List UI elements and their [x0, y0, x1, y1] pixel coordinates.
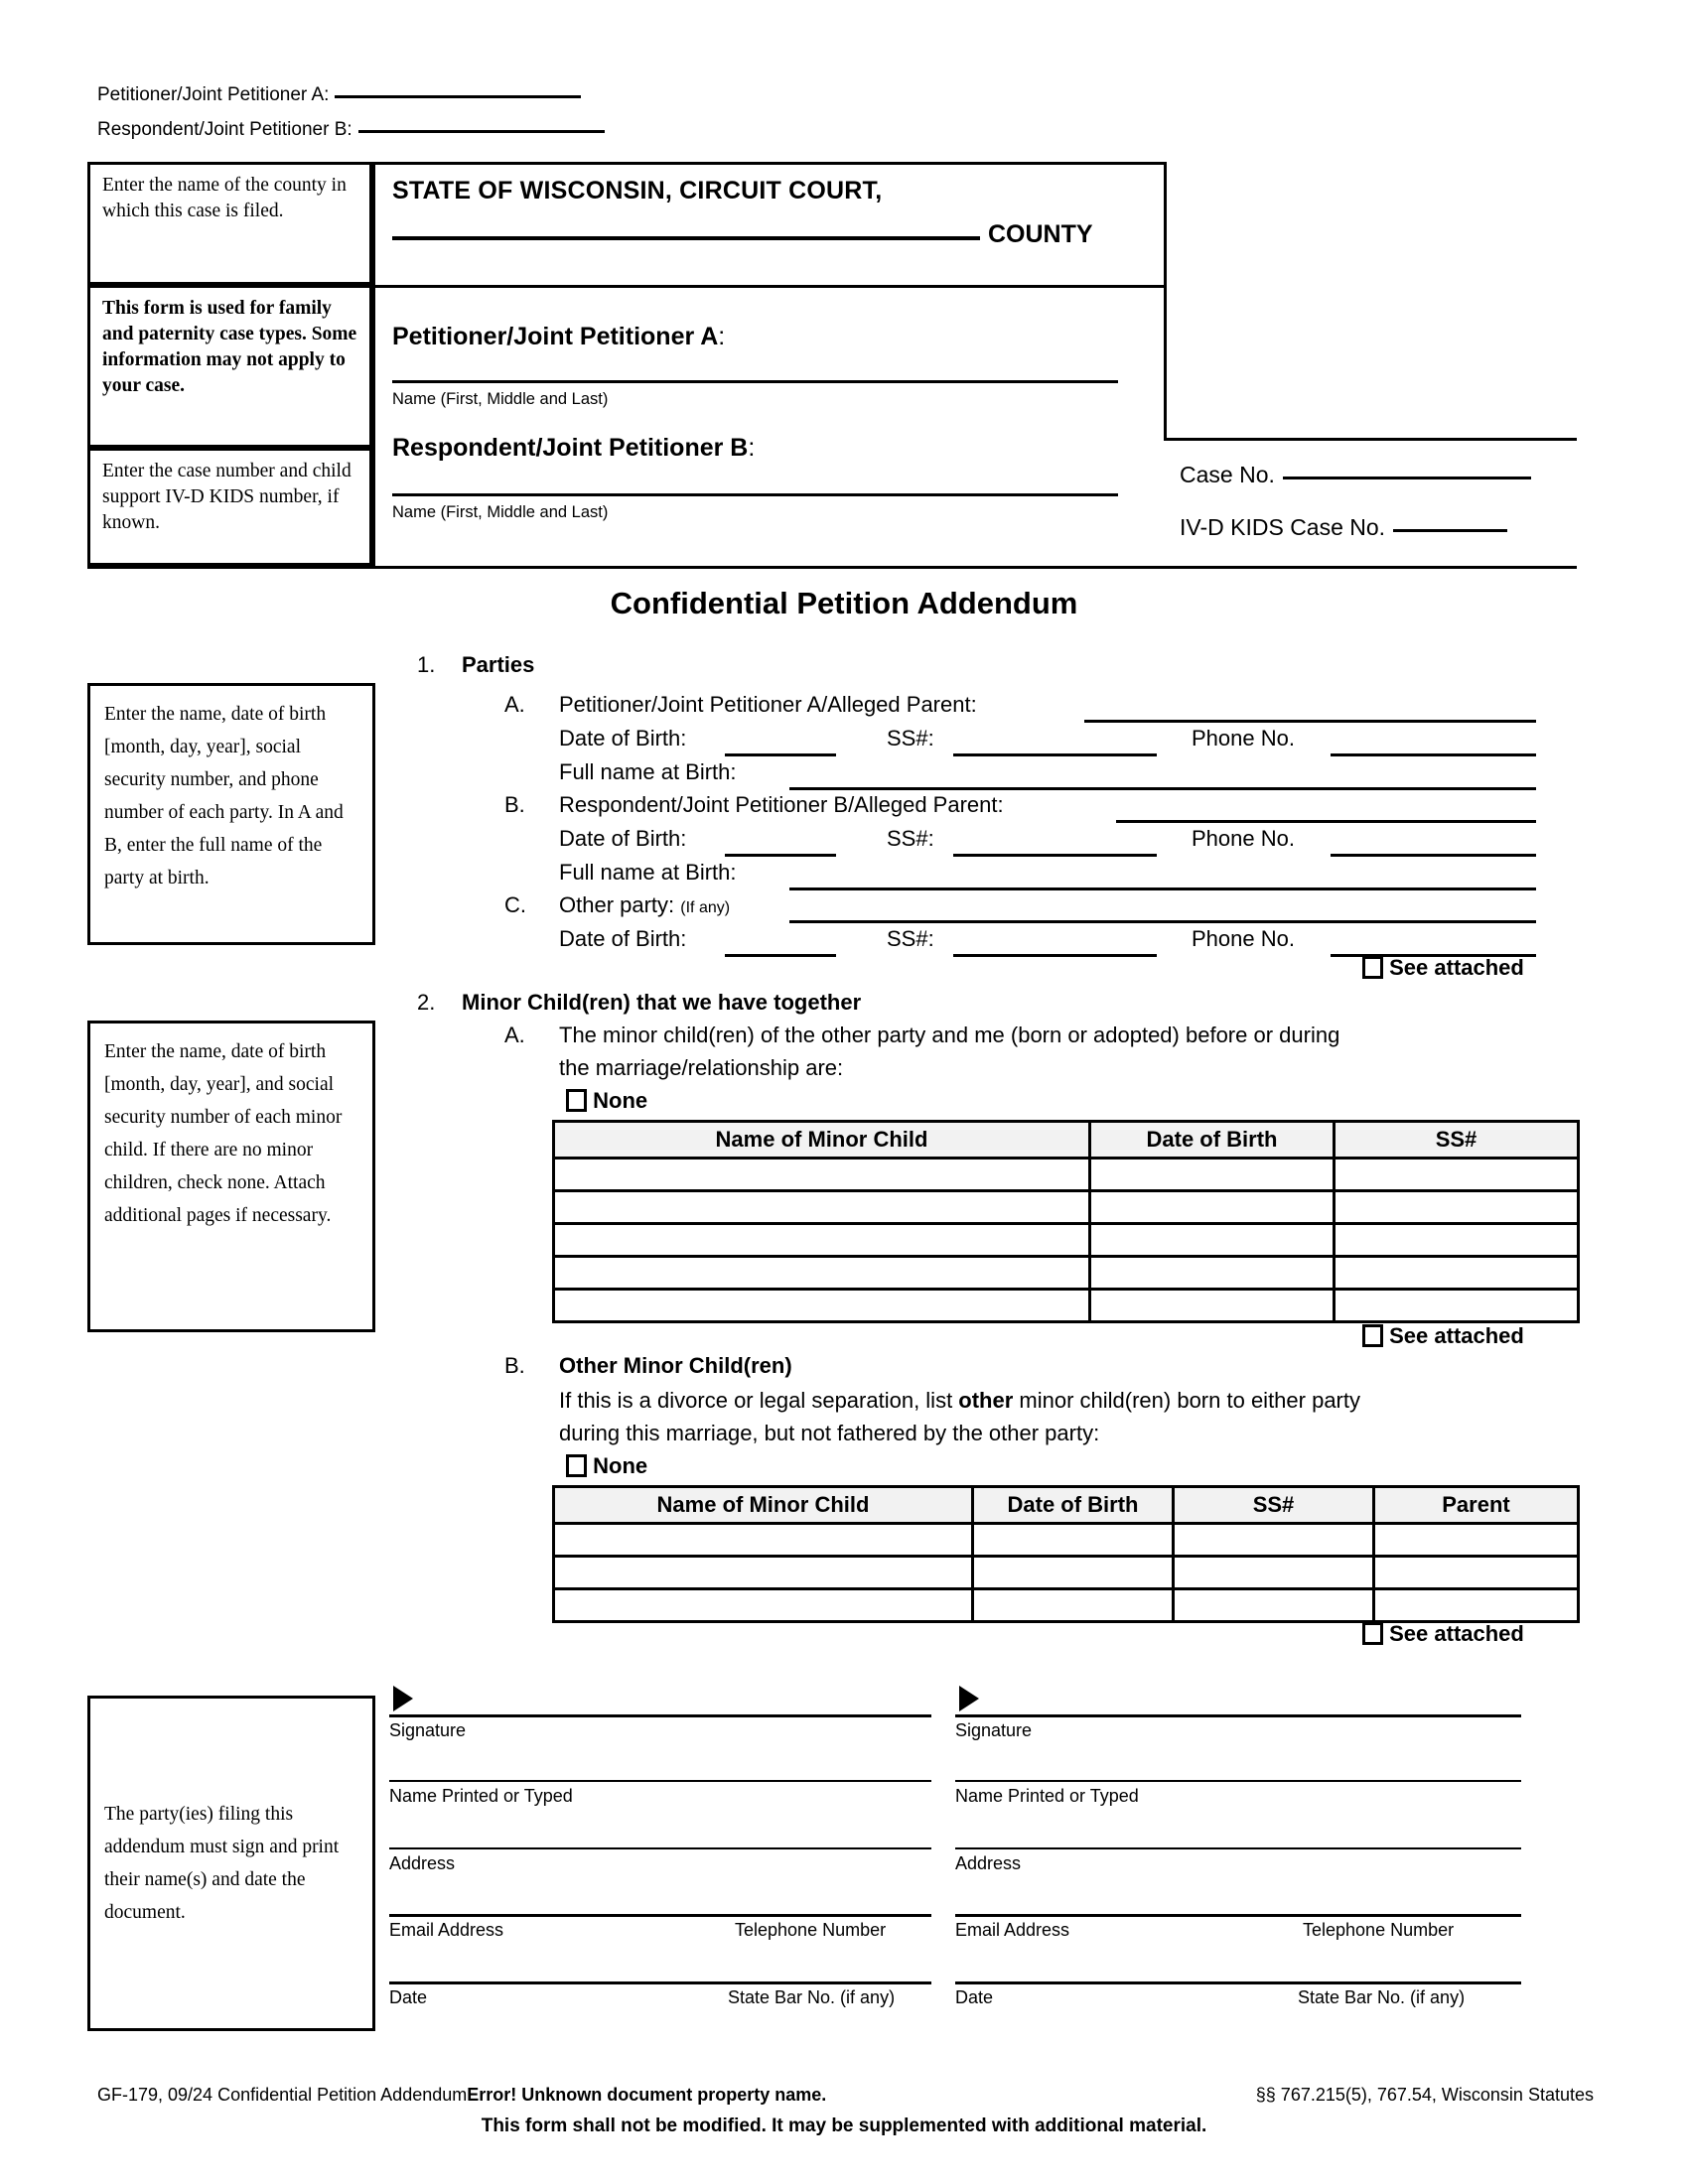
footer-error-text: Error! Unknown document property name. [467, 2085, 827, 2105]
signature-label-left: Signature [389, 1720, 467, 1740]
table-b-cell-dob[interactable] [973, 1557, 1174, 1589]
section1-b-name-blank[interactable] [1116, 820, 1536, 823]
section1-a-fullname-label: Full name at Birth: [559, 759, 737, 784]
signature-pointer-icon-left [393, 1686, 413, 1711]
table-b-col-name: Name of Minor Child [554, 1487, 973, 1524]
section2-heading: Minor Child(ren) that we have together [462, 990, 862, 1015]
ivd-case-no-label: IV-D KIDS Case No. [1180, 514, 1386, 540]
table-row [554, 1524, 1579, 1557]
table-a-header-row [554, 1122, 1579, 1159]
top-respondent-label: Respondent/Joint Petitioner B: [97, 119, 352, 140]
caption-mid-rule [372, 285, 1167, 288]
table-a-col-name: Name of Minor Child [554, 1122, 1090, 1159]
section1-b-letter: B. [504, 792, 525, 817]
section1-b-fullname-blank[interactable] [789, 887, 1536, 890]
footer-left [97, 2085, 826, 2106]
section1-a-letter: A. [504, 692, 525, 717]
table-b-cell-parent[interactable] [1374, 1557, 1579, 1589]
ivd-case-no-blank[interactable] [1393, 529, 1507, 532]
table-b-header-row [554, 1487, 1579, 1524]
section1-see-attached[interactable] [1362, 955, 1524, 981]
table-row [554, 1290, 1579, 1322]
section1-a-name-blank[interactable] [1084, 720, 1536, 723]
section2-b-none[interactable] [566, 1453, 647, 1479]
section1-c-letter: C. [504, 892, 526, 917]
email-label-right: Email Address [955, 1920, 1070, 1940]
case-no-row [1180, 462, 1531, 488]
section1-number: 1. [417, 652, 436, 677]
name-printed-label-left: Name Printed or Typed [389, 1786, 573, 1806]
section1-b-fullname-label: Full name at Birth: [559, 860, 737, 885]
table-b-cell-ss[interactable] [1174, 1589, 1374, 1622]
table-b-cell-name[interactable] [554, 1524, 973, 1557]
table-b-cell-ss[interactable] [1174, 1524, 1374, 1557]
table-a-cell-dob[interactable] [1090, 1159, 1335, 1191]
section1-c-ss-label: SS#: [887, 926, 934, 951]
court-title: STATE OF WISCONSIN, CIRCUIT COURT, [392, 177, 883, 205]
section1-a-dob-blank[interactable] [725, 753, 836, 756]
section1-c-ifany: (If any) [680, 899, 731, 916]
section1-c-ss-blank[interactable] [953, 954, 1157, 957]
section2-b-see-attached[interactable] [1362, 1621, 1524, 1647]
address-label-right: Address [955, 1853, 1022, 1873]
section2-b-none-label: None [593, 1453, 648, 1478]
table-a-cell-name[interactable] [554, 1257, 1090, 1290]
table-a-cell-name[interactable] [554, 1224, 1090, 1257]
table-a-col-ss: SS# [1335, 1122, 1579, 1159]
table-b-cell-parent[interactable] [1374, 1589, 1579, 1622]
section1-a-ss-label: SS#: [887, 726, 934, 751]
caption-respondent-colon: : [748, 434, 756, 462]
date-line-left[interactable] [389, 1981, 931, 1984]
section2-b-see-attached-label: See attached [1389, 1621, 1524, 1646]
section1-b-dob-label: Date of Birth: [559, 826, 687, 851]
table-row [554, 1589, 1579, 1622]
signature-pointer-icon-right [959, 1686, 979, 1711]
section1-a-dob-label: Date of Birth: [559, 726, 687, 751]
top-petitioner-label: Petitioner/Joint Petitioner A: [97, 84, 330, 105]
table-row [554, 1257, 1579, 1290]
table-b-cell-dob[interactable] [973, 1524, 1174, 1557]
table-a-cell-dob[interactable] [1090, 1191, 1335, 1224]
address-line-right[interactable] [955, 1847, 1521, 1849]
case-no-label: Case No. [1180, 462, 1275, 487]
instruction-minor-children: Enter the name, date of birth [month, day, year], and social security number of each minor child. If there are no minor children, check none. Attach additional pages if necessary. [87, 1021, 375, 1332]
table-b-cell-name[interactable] [554, 1557, 973, 1589]
section2-a-text-line1: The minor child(ren) of the other party and me (born or adopted) before or during [559, 1023, 1340, 1047]
section2-b-text-line1 [559, 1388, 1360, 1414]
email-line-right[interactable] [955, 1914, 1521, 1917]
table-a-cell-ss[interactable] [1335, 1257, 1579, 1290]
section2-b-text-bold: other [958, 1388, 1014, 1413]
table-a-cell-ss[interactable] [1335, 1191, 1579, 1224]
instruction-parties: Enter the name, date of birth [month, day, year], social security number, and phone number of each party. In A and B, enter the full name of the party at birth. [87, 683, 375, 945]
date-label-right: Date [955, 1987, 994, 2007]
section2-a-see-attached[interactable] [1362, 1323, 1524, 1349]
county-blank[interactable] [392, 236, 980, 240]
signature-line-left[interactable] [389, 1714, 931, 1717]
caption-petitioner-colon: : [718, 323, 726, 350]
section1-b-phone-label: Phone No. [1192, 826, 1295, 851]
footer-form-id: GF-179, 09/24 Confidential Petition Addendum [97, 2085, 468, 2105]
instruction-county: Enter the name of the county in which this case is filed. [87, 162, 372, 285]
section2-a-none[interactable] [566, 1088, 647, 1114]
section1-b-ss-blank[interactable] [953, 854, 1157, 857]
table-row [554, 1224, 1579, 1257]
top-petitioner-blank[interactable] [335, 95, 581, 98]
telephone-label-right: Telephone Number [1303, 1920, 1455, 1940]
section1-b-phone-blank[interactable] [1331, 854, 1536, 857]
section2-a-letter: A. [504, 1023, 525, 1047]
section1-b-label: Respondent/Joint Petitioner B/Alleged Parent: [559, 792, 1004, 817]
table-a-cell-name[interactable] [554, 1290, 1090, 1322]
section2-b-see-attached-checkbox[interactable] [1362, 1622, 1383, 1645]
signature-label-right: Signature [955, 1720, 1033, 1740]
table-b-cell-ss[interactable] [1174, 1557, 1374, 1589]
section2-a-see-attached-checkbox[interactable] [1362, 1324, 1383, 1347]
section2-number: 2. [417, 990, 436, 1015]
caption-top-rule [372, 162, 1167, 165]
caption-respondent-sublabel: Name (First, Middle and Last) [392, 503, 609, 521]
table-row [554, 1557, 1579, 1589]
section1-c-dob-blank[interactable] [725, 954, 836, 957]
table-a-cell-ss[interactable] [1335, 1290, 1579, 1322]
table-b-cell-dob[interactable] [973, 1589, 1174, 1622]
section2-a-none-label: None [593, 1088, 648, 1113]
state-bar-label-right: State Bar No. (if any) [1298, 1987, 1466, 2007]
section1-c-name-blank[interactable] [789, 920, 1536, 923]
footer-statutes: §§ 767.215(5), 767.54, Wisconsin Statutes [1255, 2085, 1594, 2105]
top-respondent-line [97, 112, 605, 147]
signature-line-right[interactable] [955, 1714, 1521, 1717]
section1-c-label [559, 892, 730, 918]
date-line-right[interactable] [955, 1981, 1521, 1984]
section1-a-phone-blank[interactable] [1331, 753, 1536, 756]
caption-case-divider-rule [1164, 438, 1577, 441]
table-row [554, 1191, 1579, 1224]
section2-b-letter: B. [504, 1353, 525, 1378]
section1-b-ss-label: SS#: [887, 826, 934, 851]
table-b-col-ss: SS# [1174, 1487, 1374, 1524]
table-a-cell-ss[interactable] [1335, 1159, 1579, 1191]
caption-petitioner-sublabel: Name (First, Middle and Last) [392, 390, 609, 408]
page-title: Confidential Petition Addendum [610, 586, 1078, 620]
table-b-cell-parent[interactable] [1374, 1524, 1579, 1557]
section2-b-text-line2: during this marriage, but not fathered by the other party: [559, 1421, 1100, 1445]
table-row [554, 1159, 1579, 1191]
caption-petitioner-text: Petitioner/Joint Petitioner A [392, 323, 719, 350]
caption-respondent-blank[interactable] [392, 493, 1118, 496]
section2-a-text-line2: the marriage/relationship are: [559, 1055, 844, 1080]
ivd-case-no-row [1180, 514, 1507, 541]
caption-bottom-rule [87, 566, 1577, 569]
date-label-left: Date [389, 1987, 428, 2007]
top-respondent-blank[interactable] [358, 130, 605, 133]
telephone-label-left: Telephone Number [735, 1920, 887, 1940]
name-printed-line-left[interactable] [389, 1780, 931, 1782]
section1-see-attached-checkbox[interactable] [1362, 956, 1383, 979]
section1-see-attached-label: See attached [1389, 955, 1524, 980]
table-b-col-parent: Parent [1374, 1487, 1579, 1524]
caption-respondent-text: Respondent/Joint Petitioner B [392, 434, 749, 462]
table-b-col-dob: Date of Birth [973, 1487, 1174, 1524]
table-b-cell-name[interactable] [554, 1589, 973, 1622]
caption-right-vertical-rule [1164, 162, 1167, 440]
section1-b-dob-blank[interactable] [725, 854, 836, 857]
caption-left-vertical-rule [372, 162, 375, 569]
email-label-left: Email Address [389, 1920, 504, 1940]
name-printed-line-right[interactable] [955, 1780, 1521, 1782]
section2-b-text-post: minor child(ren) born to either party [1013, 1388, 1360, 1413]
state-bar-label-left: State Bar No. (if any) [728, 1987, 896, 2007]
top-caption-block [97, 77, 605, 147]
address-line-left[interactable] [389, 1847, 931, 1849]
section1-a-fullname-blank[interactable] [789, 787, 1536, 790]
section2-a-see-attached-label: See attached [1389, 1323, 1524, 1348]
caption-respondent-label [392, 434, 755, 463]
table-a-cell-name[interactable] [554, 1191, 1090, 1224]
table-a-cell-name[interactable] [554, 1159, 1090, 1191]
minor-children-table-a [552, 1120, 1580, 1323]
top-petitioner-line [97, 77, 605, 112]
minor-children-table-b [552, 1485, 1580, 1623]
section2-b-heading: Other Minor Child(ren) [559, 1353, 792, 1378]
section2-a-none-checkbox[interactable] [566, 1089, 587, 1112]
section1-c-phone-label: Phone No. [1192, 926, 1295, 951]
section1-a-label: Petitioner/Joint Petitioner A/Alleged Parent: [559, 692, 977, 717]
address-label-left: Address [389, 1853, 456, 1873]
table-a-col-dob: Date of Birth [1090, 1122, 1335, 1159]
table-a-cell-ss[interactable] [1335, 1224, 1579, 1257]
instruction-form-use: This form is used for family and paternity case types. Some information may not apply to your case. [87, 285, 372, 448]
name-printed-label-right: Name Printed or Typed [955, 1786, 1139, 1806]
table-a-cell-dob[interactable] [1090, 1290, 1335, 1322]
section2-b-none-checkbox[interactable] [566, 1454, 587, 1477]
section2-b-text-pre: If this is a divorce or legal separation, list [559, 1388, 959, 1413]
instruction-signature: The party(ies) filing this addendum must sign and print their name(s) and date the document. [87, 1696, 375, 2031]
table-a-cell-dob[interactable] [1090, 1257, 1335, 1290]
section1-heading: Parties [462, 652, 535, 677]
instruction-case-number: Enter the case number and child support IV-D KIDS number, if known. [87, 448, 372, 566]
county-word: COUNTY [988, 220, 1093, 248]
section1-c-dob-label: Date of Birth: [559, 926, 687, 951]
caption-petitioner-label [392, 323, 725, 351]
footer-notice: This form shall not be modified. It may be supplemented with additional material. [481, 2116, 1207, 2136]
section1-c-label-text: Other party: [559, 892, 675, 917]
section1-a-phone-label: Phone No. [1192, 726, 1295, 751]
table-a-cell-dob[interactable] [1090, 1224, 1335, 1257]
section1-a-ss-blank[interactable] [953, 753, 1157, 756]
case-no-blank[interactable] [1283, 477, 1531, 479]
caption-petitioner-blank[interactable] [392, 380, 1118, 383]
email-line-left[interactable] [389, 1914, 931, 1917]
